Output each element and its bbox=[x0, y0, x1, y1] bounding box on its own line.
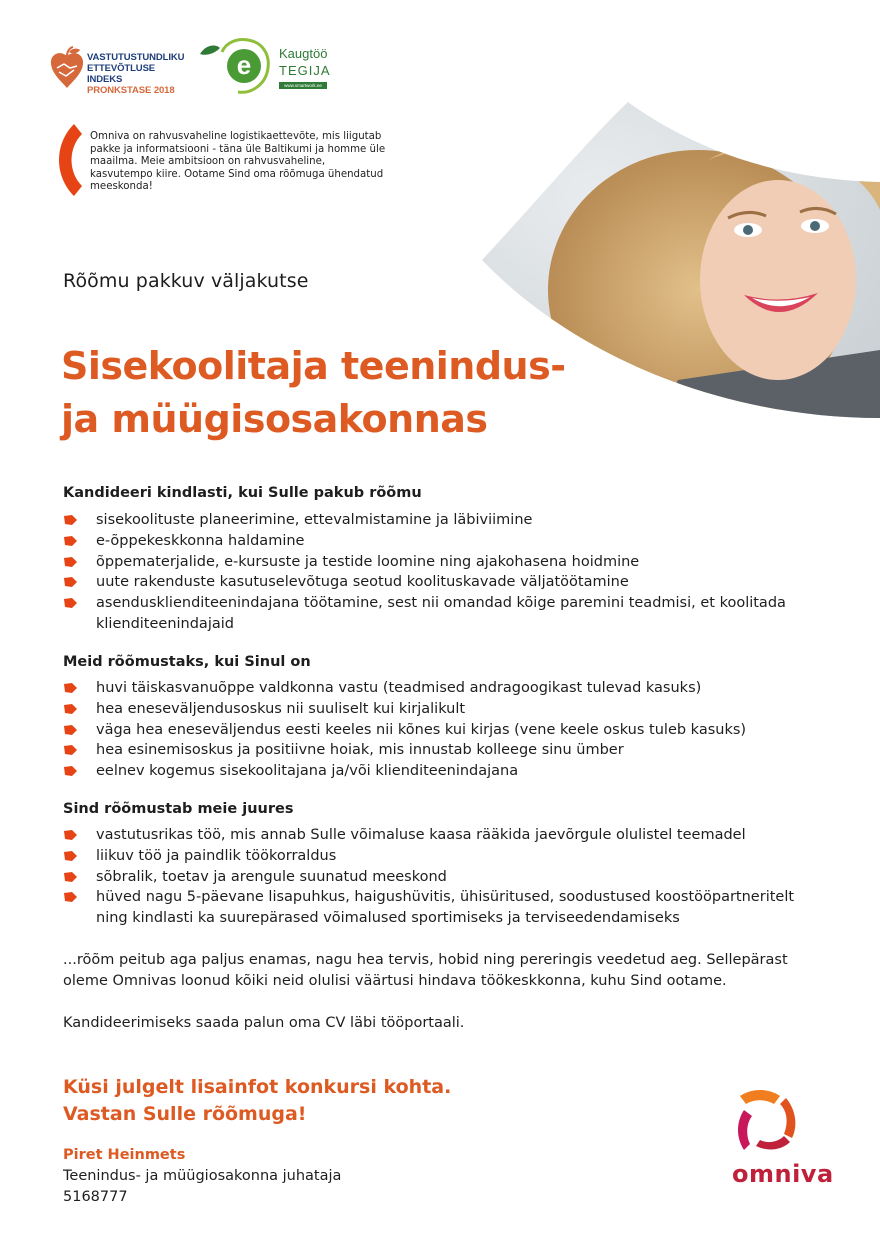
bullet-arrow-icon bbox=[63, 744, 78, 756]
section-heading-benefits: Sind rõõmustab meie juures bbox=[63, 801, 294, 817]
list-item: õppematerjalide, e-kursuste ja testide loomine ning ajakohasena hoidmine bbox=[63, 552, 796, 573]
bullet-arrow-icon bbox=[63, 703, 78, 715]
list-item: hea eneseväljendusoskus nii suuliselt kui kirjalikult bbox=[63, 699, 746, 720]
section-list-requirements bbox=[63, 678, 746, 782]
list-item: huvi täiskasvanuõppe valdkonna vastu (teadmised andragoogikast tulevad kasuks) bbox=[63, 678, 746, 699]
badge-tegija: TEGIJA bbox=[279, 63, 331, 78]
list-item: asendusklienditeenindajana töötamine, sest nii omandad kõige paremini teadmisi, et koolitada klienditeenindajaid bbox=[63, 593, 796, 635]
svg-text:e: e bbox=[236, 50, 252, 80]
contact-role: Teenindus- ja müügiosakonna juhataja bbox=[63, 1168, 342, 1184]
bullet-arrow-icon bbox=[63, 576, 78, 588]
list-item: vastutusrikas töö, mis annab Sulle võimaluse kaasa rääkida jaevõrgule olulistel teemadel bbox=[63, 825, 816, 846]
bullet-arrow-icon bbox=[63, 535, 78, 547]
cta-line-2: Vastan Sulle rõõmuga! bbox=[63, 1103, 307, 1125]
list-item: eelnev kogemus sisekoolitajana ja/või klienditeenindajana bbox=[63, 761, 746, 782]
job-title-line-1: Sisekoolitaja teenindus- bbox=[61, 344, 566, 388]
bullet-arrow-icon bbox=[63, 871, 78, 883]
job-title-line-2: ja müügisosakonnas bbox=[61, 397, 488, 441]
badge-kaugtoo: Kaugtöö bbox=[279, 46, 328, 61]
bullet-arrow-icon bbox=[63, 597, 78, 609]
list-item: uute rakenduste kasutuselevõtuga seotud koolituskavade väljatöötamine bbox=[63, 572, 796, 593]
bullet-arrow-icon bbox=[63, 850, 78, 862]
list-item: sõbralik, toetav ja arengule suunatud meeskond bbox=[63, 867, 816, 888]
responsibility-index-badge bbox=[50, 44, 185, 96]
section-list-benefits bbox=[63, 825, 816, 929]
bullet-arrow-icon bbox=[63, 765, 78, 777]
section-heading-apply: Kandideeri kindlasti, kui Sulle pakub rõõmu bbox=[63, 485, 422, 501]
omniva-logo bbox=[728, 1090, 832, 1190]
list-item: sisekoolituste planeerimine, ettevalmistamine ja läbiviimine bbox=[63, 510, 796, 531]
omniva-wordmark: omniva bbox=[732, 1160, 834, 1188]
badge-line-1: VASTUTUSTUNDLIKU bbox=[87, 52, 185, 63]
badge-url: www.smartwork.ee bbox=[279, 82, 327, 89]
green-e-apple-icon bbox=[198, 36, 276, 94]
list-item: e-õppekeskkonna haldamine bbox=[63, 531, 796, 552]
badge-line-2: ETTEVÕTLUSE INDEKS bbox=[87, 63, 156, 85]
list-item: väga hea eneseväljendus eesti keeles nii kõnes kui kirjas (vene keele oskus tuleb kasuks) bbox=[63, 720, 746, 741]
orange-arc-icon bbox=[52, 124, 82, 196]
contact-phone: 5168777 bbox=[63, 1189, 128, 1205]
list-item: hüved nagu 5-päevane lisapuhkus, haigushüvitis, ühisüritused, soodustused koostööpartneritelt ning kindlasti ka suurepärased võimalused sportimiseks ja terviseedendamiseks bbox=[63, 887, 816, 929]
bullet-arrow-icon bbox=[63, 556, 78, 568]
section-list-tasks bbox=[63, 510, 796, 635]
bullet-arrow-icon bbox=[63, 514, 78, 526]
badge-line-3: PRONKSTASE 2018 bbox=[87, 85, 175, 96]
eyebrow-text: Rõõmu pakkuv väljakutse bbox=[63, 270, 309, 292]
list-item: liikuv töö ja paindlik töökorraldus bbox=[63, 846, 816, 867]
bullet-arrow-icon bbox=[63, 724, 78, 736]
call-to-action bbox=[63, 1074, 451, 1128]
heart-apple-handshake-icon bbox=[50, 46, 84, 90]
omniva-symbol-icon bbox=[734, 1090, 798, 1156]
bullet-arrow-icon bbox=[63, 891, 78, 903]
company-intro: Omniva on rahvusvaheline logistikaettevõte, mis liigutab pakke ja informatsiooni - täna üle Baltikumi ja homme üle maailma. Meie ambitsioon on rahvusvaheline, kasvutempo kiire. Ootame Sind oma rõõmuga ühendatud meeskonda! bbox=[90, 131, 386, 193]
bullet-arrow-icon bbox=[63, 829, 78, 841]
cta-line-1: Küsi julgelt lisainfot konkursi kohta. bbox=[63, 1076, 452, 1098]
bullet-arrow-icon bbox=[63, 682, 78, 694]
remote-work-badge bbox=[198, 36, 333, 94]
section-heading-requirements: Meid rõõmustaks, kui Sinul on bbox=[63, 654, 311, 670]
closing-paragraph: ...rõõm peitub aga paljus enamas, nagu hea tervis, hobid ning pereringis veedetud aeg. Sellepärast oleme Omnivas loonud kõiki neid olulisi väärtusi hindava töökeskkonna, kuhu Sind ootame. bbox=[63, 952, 788, 989]
job-title bbox=[61, 340, 566, 446]
apply-instructions: Kandideerimiseks saada palun oma CV läbi tööportaali. bbox=[63, 1015, 465, 1031]
list-item: hea esinemisoskus ja positiivne hoiak, mis innustab kolleege sinu ümber bbox=[63, 740, 746, 761]
contact-name: Piret Heinmets bbox=[63, 1147, 186, 1163]
